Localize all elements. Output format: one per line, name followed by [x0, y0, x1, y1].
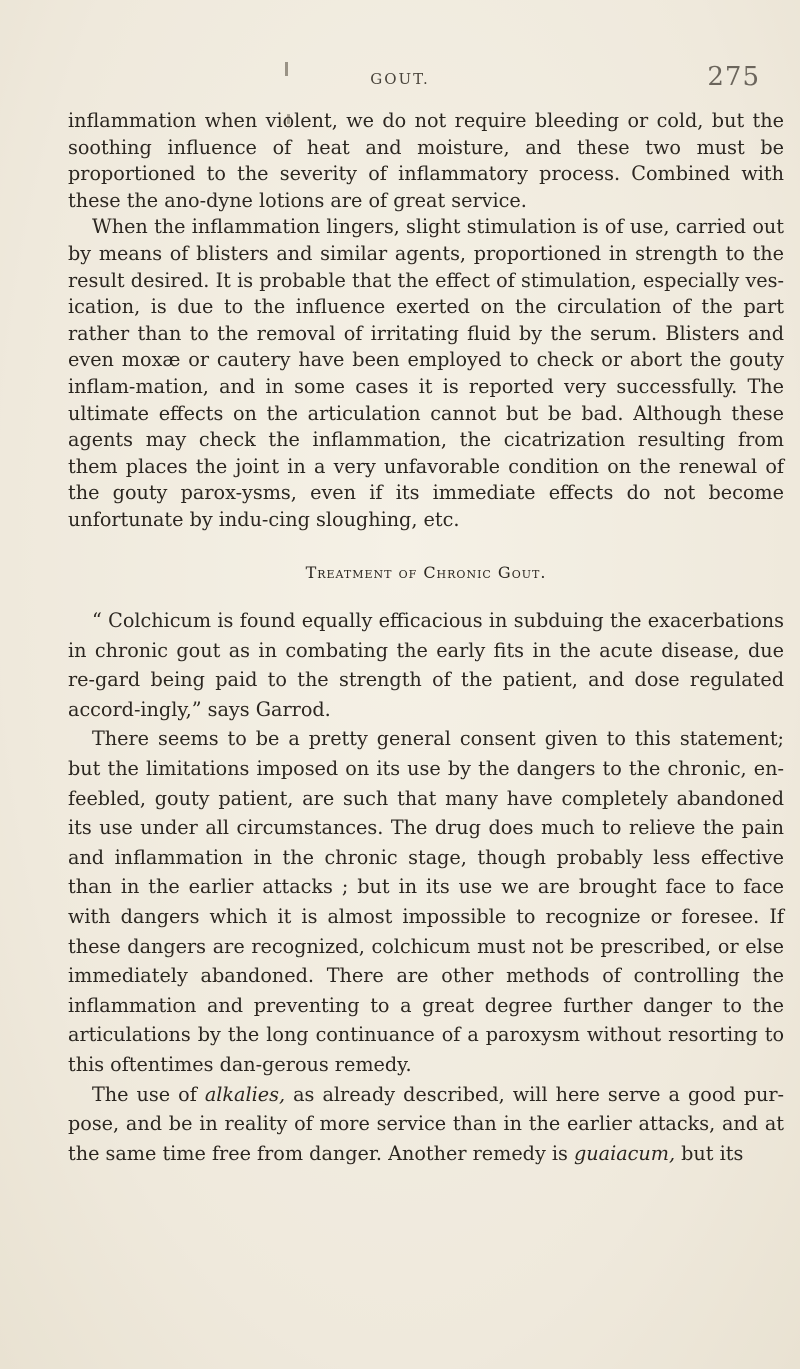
- section-heading: Treatment of Chronic Gout.: [305, 562, 547, 582]
- running-head: GOUT.: [370, 70, 430, 88]
- italic-term: alkalies,: [204, 1082, 286, 1106]
- paragraph: [68, 1080, 784, 1169]
- italic-term: guaiacum,: [573, 1141, 676, 1165]
- page-header: [0, 62, 800, 102]
- body-text: [68, 108, 784, 1168]
- paragraph: inflammation when violent, we do not require bleeding or cold, but the soothing influence of heat and moisture, and these two must be proportioned to the severity of inflammatory process. Combined with these the ano-dyne lotions are of great service.: [68, 109, 784, 212]
- text-run: as already described, will here serve a good pur-pose, and be in reality of more service than in the earlier attacks, and at the same time free from danger. Another remedy is: [68, 1082, 784, 1165]
- paragraph: “ Colchicum is found equally efficacious in subduing the exacerbations in chronic gout as in combating the early fits in the acute disease, due re-gard being paid to the strength of the patient, and dose regulated accord-ingly,” says Garrod.: [68, 609, 784, 721]
- text-run: The use of: [92, 1082, 205, 1106]
- paragraph: When the inflammation lingers, slight stimulation is of use, carried out by means of blisters and similar agents, proportioned in strength to the result desired. It is probable that the effect of stimulation, especially ves-ication, is due to the influence exerted on the circulation of the part rather than to the removal of irritating fluid by the serum. Blisters and even moxæ or cautery have been employed to check or abort the gouty inflam-mation, and in some cases it is reported very successfully. The ultimate effects on the articulation cannot but be bad. Although these agents may check the inflammation, the cicatrization resulting from them places the joint in a very unfavorable condition on the renewal of the gouty parox-ysms, even if its immediate effects do not become unfortunate by indu-cing sloughing, etc.: [68, 215, 784, 531]
- text-run: but its: [675, 1141, 744, 1165]
- page-number: 275: [707, 62, 760, 92]
- section-body: [68, 606, 784, 1168]
- paragraph: There seems to be a pretty general consent given to this statement; but the limitations imposed on its use by the dangers to the chronic, en-feebled, gouty patient, are such that many have completely abandoned its use under all circumstances. The drug does much to relieve the pain and inflammation in the chronic stage, though probably less effective than in the earlier attacks ; but in its use we are brought face to face with dangers which it is almost impossible to recognize or foresee. If these dangers are recognized, colchicum must not be prescribed, or else immediately abandoned. There are other methods of controlling the inflammation and preventing to a great degree further danger to the articulations by the long continuance of a paroxysm without resorting to this oftentimes dan-gerous remedy.: [68, 727, 784, 1076]
